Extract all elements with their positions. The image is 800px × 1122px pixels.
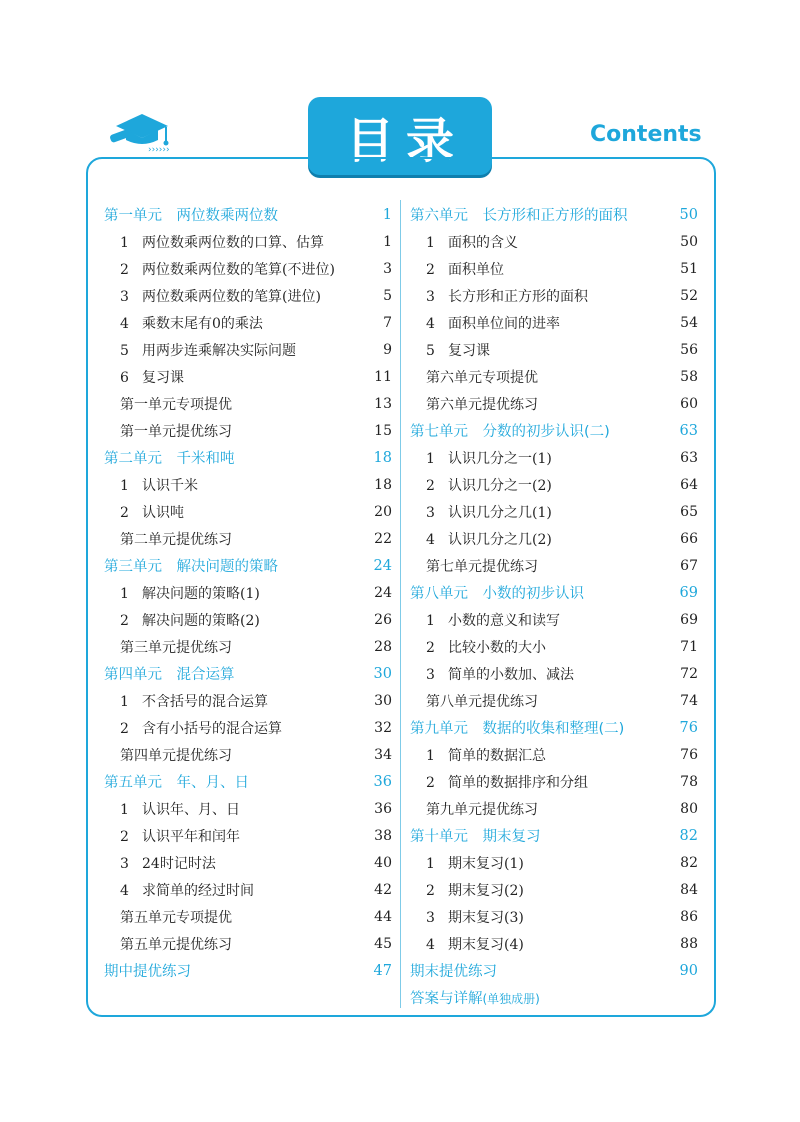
toc-page-number: 80 xyxy=(680,800,698,817)
toc-entry-extra[interactable] xyxy=(410,363,698,390)
toc-entry-extra[interactable] xyxy=(410,552,698,579)
toc-page-number: 88 xyxy=(680,935,698,952)
toc-entry-label: 乘数末尾有0的乘法 xyxy=(142,315,263,332)
toc-left-column xyxy=(104,201,392,984)
toc-entry-lesson[interactable] xyxy=(104,714,392,741)
toc-entry-label: 第三单元 解决问题的策略 xyxy=(104,559,278,575)
toc-entry-unit[interactable] xyxy=(104,201,392,228)
toc-entry-title xyxy=(104,960,191,981)
toc-entry-title xyxy=(120,826,240,846)
toc-page-number: 51 xyxy=(680,260,698,277)
toc-entry-big[interactable] xyxy=(410,957,698,984)
toc-page-number: 40 xyxy=(374,854,392,871)
toc-page-number: 3 xyxy=(383,260,392,277)
page-title: 目录 xyxy=(345,112,466,169)
lesson-number: 1 xyxy=(120,234,129,251)
toc-entry-title xyxy=(120,691,268,711)
column-divider xyxy=(400,200,401,1008)
toc-entry-lesson[interactable] xyxy=(104,228,392,255)
toc-entry-lesson[interactable] xyxy=(410,228,698,255)
toc-entry-title xyxy=(426,637,546,657)
toc-entry-title xyxy=(410,987,540,1008)
toc-entry-lesson[interactable] xyxy=(410,336,698,363)
lesson-number: 3 xyxy=(426,909,435,926)
toc-entry-title xyxy=(426,556,538,576)
toc-entry-title xyxy=(426,448,552,468)
toc-page-number: 71 xyxy=(680,638,698,655)
toc-entry-title xyxy=(426,907,524,927)
lesson-number: 2 xyxy=(426,639,435,656)
toc-entry-title xyxy=(426,475,552,495)
toc-entry-title xyxy=(120,529,232,549)
toc-entry-title xyxy=(120,637,232,657)
toc-entry-lesson[interactable] xyxy=(104,579,392,606)
lesson-number: 4 xyxy=(426,936,435,953)
toc-entry-label: 第四单元 混合运算 xyxy=(104,667,235,683)
toc-page-number: 26 xyxy=(374,611,392,628)
lesson-number: 1 xyxy=(426,747,435,764)
toc-page-number: 30 xyxy=(373,665,392,682)
lesson-number: 4 xyxy=(426,531,435,548)
toc-entry-title xyxy=(426,286,588,306)
toc-entry-title xyxy=(426,853,524,873)
toc-entry-label: 期末复习(3) xyxy=(448,909,524,926)
toc-entry-title xyxy=(120,421,232,441)
toc-entry-unit[interactable] xyxy=(410,822,698,849)
toc-entry-title xyxy=(120,880,254,900)
toc-entry-lesson[interactable] xyxy=(104,255,392,282)
toc-entry-label: 第六单元提优练习 xyxy=(426,396,538,413)
toc-entry-label: 简单的数据排序和分组 xyxy=(448,774,588,791)
lesson-number: 2 xyxy=(426,477,435,494)
toc-page-number: 82 xyxy=(679,827,698,844)
toc-page-number: 74 xyxy=(680,692,698,709)
toc-entry-title xyxy=(120,232,324,252)
toc-entry-big[interactable] xyxy=(104,957,392,984)
toc-entry-lesson[interactable] xyxy=(410,606,698,633)
toc-entry-lesson[interactable] xyxy=(104,849,392,876)
toc-entry-unit[interactable] xyxy=(410,417,698,444)
toc-entry-lesson[interactable] xyxy=(104,363,392,390)
toc-entry-title xyxy=(410,717,624,738)
toc-page-number: 34 xyxy=(374,746,392,763)
toc-entry-lesson[interactable] xyxy=(410,849,698,876)
lesson-number: 1 xyxy=(426,450,435,467)
toc-page-number: 22 xyxy=(374,530,392,547)
toc-entry-label: 答案与详解 xyxy=(410,991,483,1007)
toc-page-number: 52 xyxy=(680,287,698,304)
toc-entry-lesson[interactable] xyxy=(410,930,698,957)
toc-entry-label: 第一单元提优练习 xyxy=(120,423,232,440)
toc-entry-label: 第七单元 分数的初步认识(二) xyxy=(410,424,610,440)
toc-entry-label: 期末复习(4) xyxy=(448,936,524,953)
toc-entry-title xyxy=(426,313,560,333)
toc-entry-lesson[interactable] xyxy=(104,336,392,363)
toc-right-column xyxy=(410,201,698,1011)
toc-page-number: 82 xyxy=(680,854,698,871)
toc-page-number: 36 xyxy=(373,773,392,790)
toc-page-number: 78 xyxy=(680,773,698,790)
toc-entry-label: 第八单元 小数的初步认识 xyxy=(410,586,584,602)
toc-entry-label: 认识几分之几(1) xyxy=(448,504,552,521)
toc-entry-title xyxy=(426,880,524,900)
toc-page-number: 84 xyxy=(680,881,698,898)
toc-entry-title xyxy=(426,394,538,414)
toc-entry-title xyxy=(426,610,560,630)
toc-entry-title xyxy=(120,286,321,306)
toc-entry-title xyxy=(104,663,235,684)
lesson-number: 2 xyxy=(120,504,129,521)
toc-entry-label: 第一单元专项提优 xyxy=(120,396,232,413)
lesson-number: 3 xyxy=(120,855,129,872)
toc-entry-title xyxy=(426,664,574,684)
toc-entry-label: 期末复习(2) xyxy=(448,882,524,899)
toc-entry-extra[interactable] xyxy=(104,633,392,660)
toc-entry-label: 第六单元 长方形和正方形的面积 xyxy=(410,208,628,224)
toc-page-number: 65 xyxy=(680,503,698,520)
toc-page-number: 86 xyxy=(680,908,698,925)
toc-entry-label: 面积的含义 xyxy=(448,234,518,251)
toc-entry-label: 长方形和正方形的面积 xyxy=(448,288,588,305)
toc-entry-label: 简单的数据汇总 xyxy=(448,747,546,764)
toc-entry-lesson[interactable] xyxy=(104,498,392,525)
toc-page-number: 9 xyxy=(383,341,392,358)
toc-entry-title xyxy=(120,853,216,873)
graduation-cap-icon xyxy=(108,108,188,154)
toc-entry-lesson[interactable] xyxy=(410,633,698,660)
toc-entry-label: 比较小数的大小 xyxy=(448,639,546,656)
toc-entry-lesson[interactable] xyxy=(104,876,392,903)
toc-entry-label: 复习课 xyxy=(142,369,184,386)
lesson-number: 1 xyxy=(426,234,435,251)
lesson-number: 1 xyxy=(120,801,129,818)
toc-page-number: 7 xyxy=(383,314,392,331)
toc-entry-unit[interactable] xyxy=(410,201,698,228)
toc-page-number: 24 xyxy=(373,557,392,574)
toc-entry-title xyxy=(120,718,282,738)
lesson-number: 4 xyxy=(120,882,129,899)
toc-page-number: 15 xyxy=(374,422,392,439)
toc-entry-lesson[interactable] xyxy=(410,876,698,903)
lesson-number: 2 xyxy=(120,828,129,845)
toc-entry-extra[interactable] xyxy=(104,390,392,417)
toc-entry-label: 认识年、月、日 xyxy=(142,801,240,818)
toc-entry-label: 简单的小数加、减法 xyxy=(448,666,574,683)
toc-entry-label: 认识几分之几(2) xyxy=(448,531,552,548)
toc-entry-label: 期中提优练习 xyxy=(104,964,191,980)
toc-entry-unit[interactable] xyxy=(104,660,392,687)
toc-entry-extra[interactable] xyxy=(410,687,698,714)
toc-page-number: 56 xyxy=(680,341,698,358)
toc-entry-label: 用两步连乘解决实际问题 xyxy=(142,342,296,359)
toc-page-number: 5 xyxy=(383,287,392,304)
toc-entry-title xyxy=(426,529,552,549)
toc-entry-label: 第一单元 两位数乘两位数 xyxy=(104,208,278,224)
toc-entry-lesson[interactable] xyxy=(410,903,698,930)
toc-page-number: 1 xyxy=(383,233,392,250)
toc-entry-label: 第六单元专项提优 xyxy=(426,369,538,386)
toc-entry-label: 第三单元提优练习 xyxy=(120,639,232,656)
toc-page-number: 63 xyxy=(680,449,698,466)
toc-page-number: 63 xyxy=(679,422,698,439)
toc-page-number: 76 xyxy=(679,719,698,736)
toc-page-number: 67 xyxy=(680,557,698,574)
toc-entry-label: 面积单位间的进率 xyxy=(448,315,560,332)
toc-page-number: 11 xyxy=(374,368,392,385)
toc-entry-title xyxy=(426,772,588,792)
toc-entry-label: 两位数乘两位数的笔算(进位) xyxy=(142,288,321,305)
toc-entry-title xyxy=(410,960,497,981)
toc-entry-lesson[interactable] xyxy=(104,471,392,498)
toc-page-number: 90 xyxy=(679,962,698,979)
toc-entry-title xyxy=(104,555,278,576)
toc-entry-title xyxy=(426,691,538,711)
lesson-number: 6 xyxy=(120,369,129,386)
toc-entry-label: 第七单元提优练习 xyxy=(426,558,538,575)
toc-entry-label: 第四单元提优练习 xyxy=(120,747,232,764)
toc-entry-title xyxy=(410,582,584,603)
toc-page-number: 42 xyxy=(374,881,392,898)
lesson-number: 1 xyxy=(120,477,129,494)
toc-entry-label: 解决问题的策略(2) xyxy=(142,612,260,629)
lesson-number: 2 xyxy=(426,774,435,791)
toc-page-number: 47 xyxy=(373,962,392,979)
toc-entry-lesson[interactable] xyxy=(410,444,698,471)
toc-entry-lesson[interactable] xyxy=(104,687,392,714)
toc-page-number: 69 xyxy=(680,611,698,628)
toc-entry-label: 两位数乘两位数的笔算(不进位) xyxy=(142,261,335,278)
toc-page-number: 58 xyxy=(680,368,698,385)
toc-entry-lesson[interactable] xyxy=(104,822,392,849)
lesson-number: 4 xyxy=(426,315,435,332)
toc-entry-label: 期末提优练习 xyxy=(410,964,497,980)
toc-entry-title xyxy=(426,745,546,765)
toc-page-number: 1 xyxy=(382,206,392,223)
lesson-number: 3 xyxy=(426,666,435,683)
lesson-number: 1 xyxy=(120,585,129,602)
toc-entry-title xyxy=(426,232,518,252)
toc-entry-title xyxy=(120,340,296,360)
svg-text:››››››: ›››››› xyxy=(148,145,170,154)
toc-entry-title xyxy=(120,799,240,819)
toc-entry-lesson[interactable] xyxy=(410,525,698,552)
toc-entry-lesson[interactable] xyxy=(410,282,698,309)
toc-entry-title xyxy=(104,447,235,468)
toc-page-number: 76 xyxy=(680,746,698,763)
toc-entry-lesson[interactable] xyxy=(410,768,698,795)
toc-entry-extra[interactable] xyxy=(104,903,392,930)
toc-entry-unit[interactable] xyxy=(104,768,392,795)
toc-page-number: 54 xyxy=(680,314,698,331)
lesson-number: 4 xyxy=(120,315,129,332)
toc-entry-label: 第五单元 年、月、日 xyxy=(104,775,249,791)
toc-page-number: 69 xyxy=(679,584,698,601)
toc-entry-title xyxy=(120,583,260,603)
toc-entry-label: 第五单元提优练习 xyxy=(120,936,232,953)
toc-page-number: 28 xyxy=(374,638,392,655)
lesson-number: 2 xyxy=(426,261,435,278)
toc-entry-label: 认识吨 xyxy=(142,504,184,521)
toc-entry-label: 认识几分之一(1) xyxy=(448,450,552,467)
toc-entry-label: 期末复习(1) xyxy=(448,855,524,872)
toc-page-number: 24 xyxy=(374,584,392,601)
toc-entry-lesson[interactable] xyxy=(410,255,698,282)
lesson-number: 1 xyxy=(120,693,129,710)
lesson-number: 2 xyxy=(426,882,435,899)
toc-entry-title xyxy=(120,259,335,279)
toc-entry-extra[interactable] xyxy=(410,795,698,822)
toc-entry-label: 认识平年和闰年 xyxy=(142,828,240,845)
toc-entry-title xyxy=(410,825,541,846)
toc-page-number: 38 xyxy=(374,827,392,844)
toc-entry-title xyxy=(426,259,504,279)
toc-entry-note: (单独成册) xyxy=(482,992,540,1006)
toc-page-number: 30 xyxy=(374,692,392,709)
toc-page-number: 50 xyxy=(679,206,698,223)
toc-page-number: 32 xyxy=(374,719,392,736)
toc-entry-label: 第十单元 期末复习 xyxy=(410,829,541,845)
lesson-number: 5 xyxy=(120,342,129,359)
toc-entry-unit[interactable] xyxy=(104,444,392,471)
toc-entry-extra[interactable] xyxy=(104,417,392,444)
toc-entry-label: 认识几分之一(2) xyxy=(448,477,552,494)
toc-entry-lesson[interactable] xyxy=(104,309,392,336)
contents-label: Contents xyxy=(590,122,702,147)
toc-entry-title xyxy=(120,313,263,333)
toc-entry-label: 第五单元专项提优 xyxy=(120,909,232,926)
toc-entry-label: 第二单元提优练习 xyxy=(120,531,232,548)
toc-entry-label: 第九单元提优练习 xyxy=(426,801,538,818)
toc-entry-title xyxy=(426,367,538,387)
toc-page-number: 66 xyxy=(680,530,698,547)
lesson-number: 2 xyxy=(120,612,129,629)
toc-entry-extra[interactable] xyxy=(104,741,392,768)
toc-entry-label: 认识千米 xyxy=(142,477,198,494)
toc-page-number: 20 xyxy=(374,503,392,520)
toc-entry-label: 复习课 xyxy=(448,342,490,359)
toc-page-number: 36 xyxy=(374,800,392,817)
toc-entry-lesson[interactable] xyxy=(410,741,698,768)
toc-entry-title xyxy=(426,340,490,360)
toc-entry-lesson[interactable] xyxy=(410,660,698,687)
toc-entry-title xyxy=(120,745,232,765)
toc-entry-label: 两位数乘两位数的口算、估算 xyxy=(142,234,324,251)
toc-entry-title xyxy=(120,934,232,954)
toc-page-number: 13 xyxy=(374,395,392,412)
toc-entry-unit[interactable] xyxy=(104,552,392,579)
toc-entry-lesson[interactable] xyxy=(410,309,698,336)
toc-entry-unit[interactable] xyxy=(410,714,698,741)
toc-entry-title xyxy=(426,799,538,819)
toc-entry-label: 求简单的经过时间 xyxy=(142,882,254,899)
toc-entry-title xyxy=(120,394,232,414)
lesson-number: 5 xyxy=(426,342,435,359)
toc-entry-title xyxy=(120,475,198,495)
lesson-number: 3 xyxy=(426,504,435,521)
toc-entry-title xyxy=(104,771,249,792)
lesson-number: 1 xyxy=(426,855,435,872)
toc-entry-lesson[interactable] xyxy=(104,795,392,822)
toc-page-number: 45 xyxy=(374,935,392,952)
toc-entry-label: 解决问题的策略(1) xyxy=(142,585,260,602)
lesson-number: 1 xyxy=(426,612,435,629)
lesson-number: 2 xyxy=(120,720,129,737)
toc-entry-title xyxy=(410,204,628,225)
toc-entry-lesson[interactable] xyxy=(410,471,698,498)
toc-entry-lesson[interactable] xyxy=(410,498,698,525)
toc-page-number: 72 xyxy=(680,665,698,682)
toc-entry-title xyxy=(120,502,184,522)
toc-entry-big[interactable] xyxy=(410,984,698,1011)
toc-entry-title xyxy=(426,934,524,954)
toc-entry-label: 24时记时法 xyxy=(142,855,216,872)
toc-page-number: 18 xyxy=(374,476,392,493)
toc-entry-unit[interactable] xyxy=(410,579,698,606)
toc-page-number: 50 xyxy=(680,233,698,250)
toc-entry-extra[interactable] xyxy=(104,930,392,957)
toc-entry-title xyxy=(120,610,260,630)
lesson-number: 2 xyxy=(120,261,129,278)
toc-entry-title xyxy=(120,367,184,387)
toc-page-number: 64 xyxy=(680,476,698,493)
toc-entry-label: 含有小括号的混合运算 xyxy=(142,720,282,737)
toc-entry-title xyxy=(410,420,610,441)
toc-entry-extra[interactable] xyxy=(410,390,698,417)
toc-entry-label: 第九单元 数据的收集和整理(二) xyxy=(410,721,625,737)
toc-entry-label: 小数的意义和读写 xyxy=(448,612,560,629)
toc-entry-title xyxy=(120,907,232,927)
toc-page-number: 18 xyxy=(373,449,392,466)
toc-entry-label: 第二单元 千米和吨 xyxy=(104,451,235,467)
toc-entry-title xyxy=(426,502,552,522)
toc-entry-label: 第八单元提优练习 xyxy=(426,693,538,710)
toc-page-number: 44 xyxy=(374,908,392,925)
lesson-number: 3 xyxy=(426,288,435,305)
toc-page-number: 60 xyxy=(680,395,698,412)
toc-entry-label: 面积单位 xyxy=(448,261,504,278)
toc-entry-title xyxy=(104,204,278,225)
toc-entry-label: 不含括号的混合运算 xyxy=(142,693,268,710)
toc-entry-lesson[interactable] xyxy=(104,282,392,309)
toc-entry-lesson[interactable] xyxy=(104,606,392,633)
lesson-number: 3 xyxy=(120,288,129,305)
toc-entry-extra[interactable] xyxy=(104,525,392,552)
